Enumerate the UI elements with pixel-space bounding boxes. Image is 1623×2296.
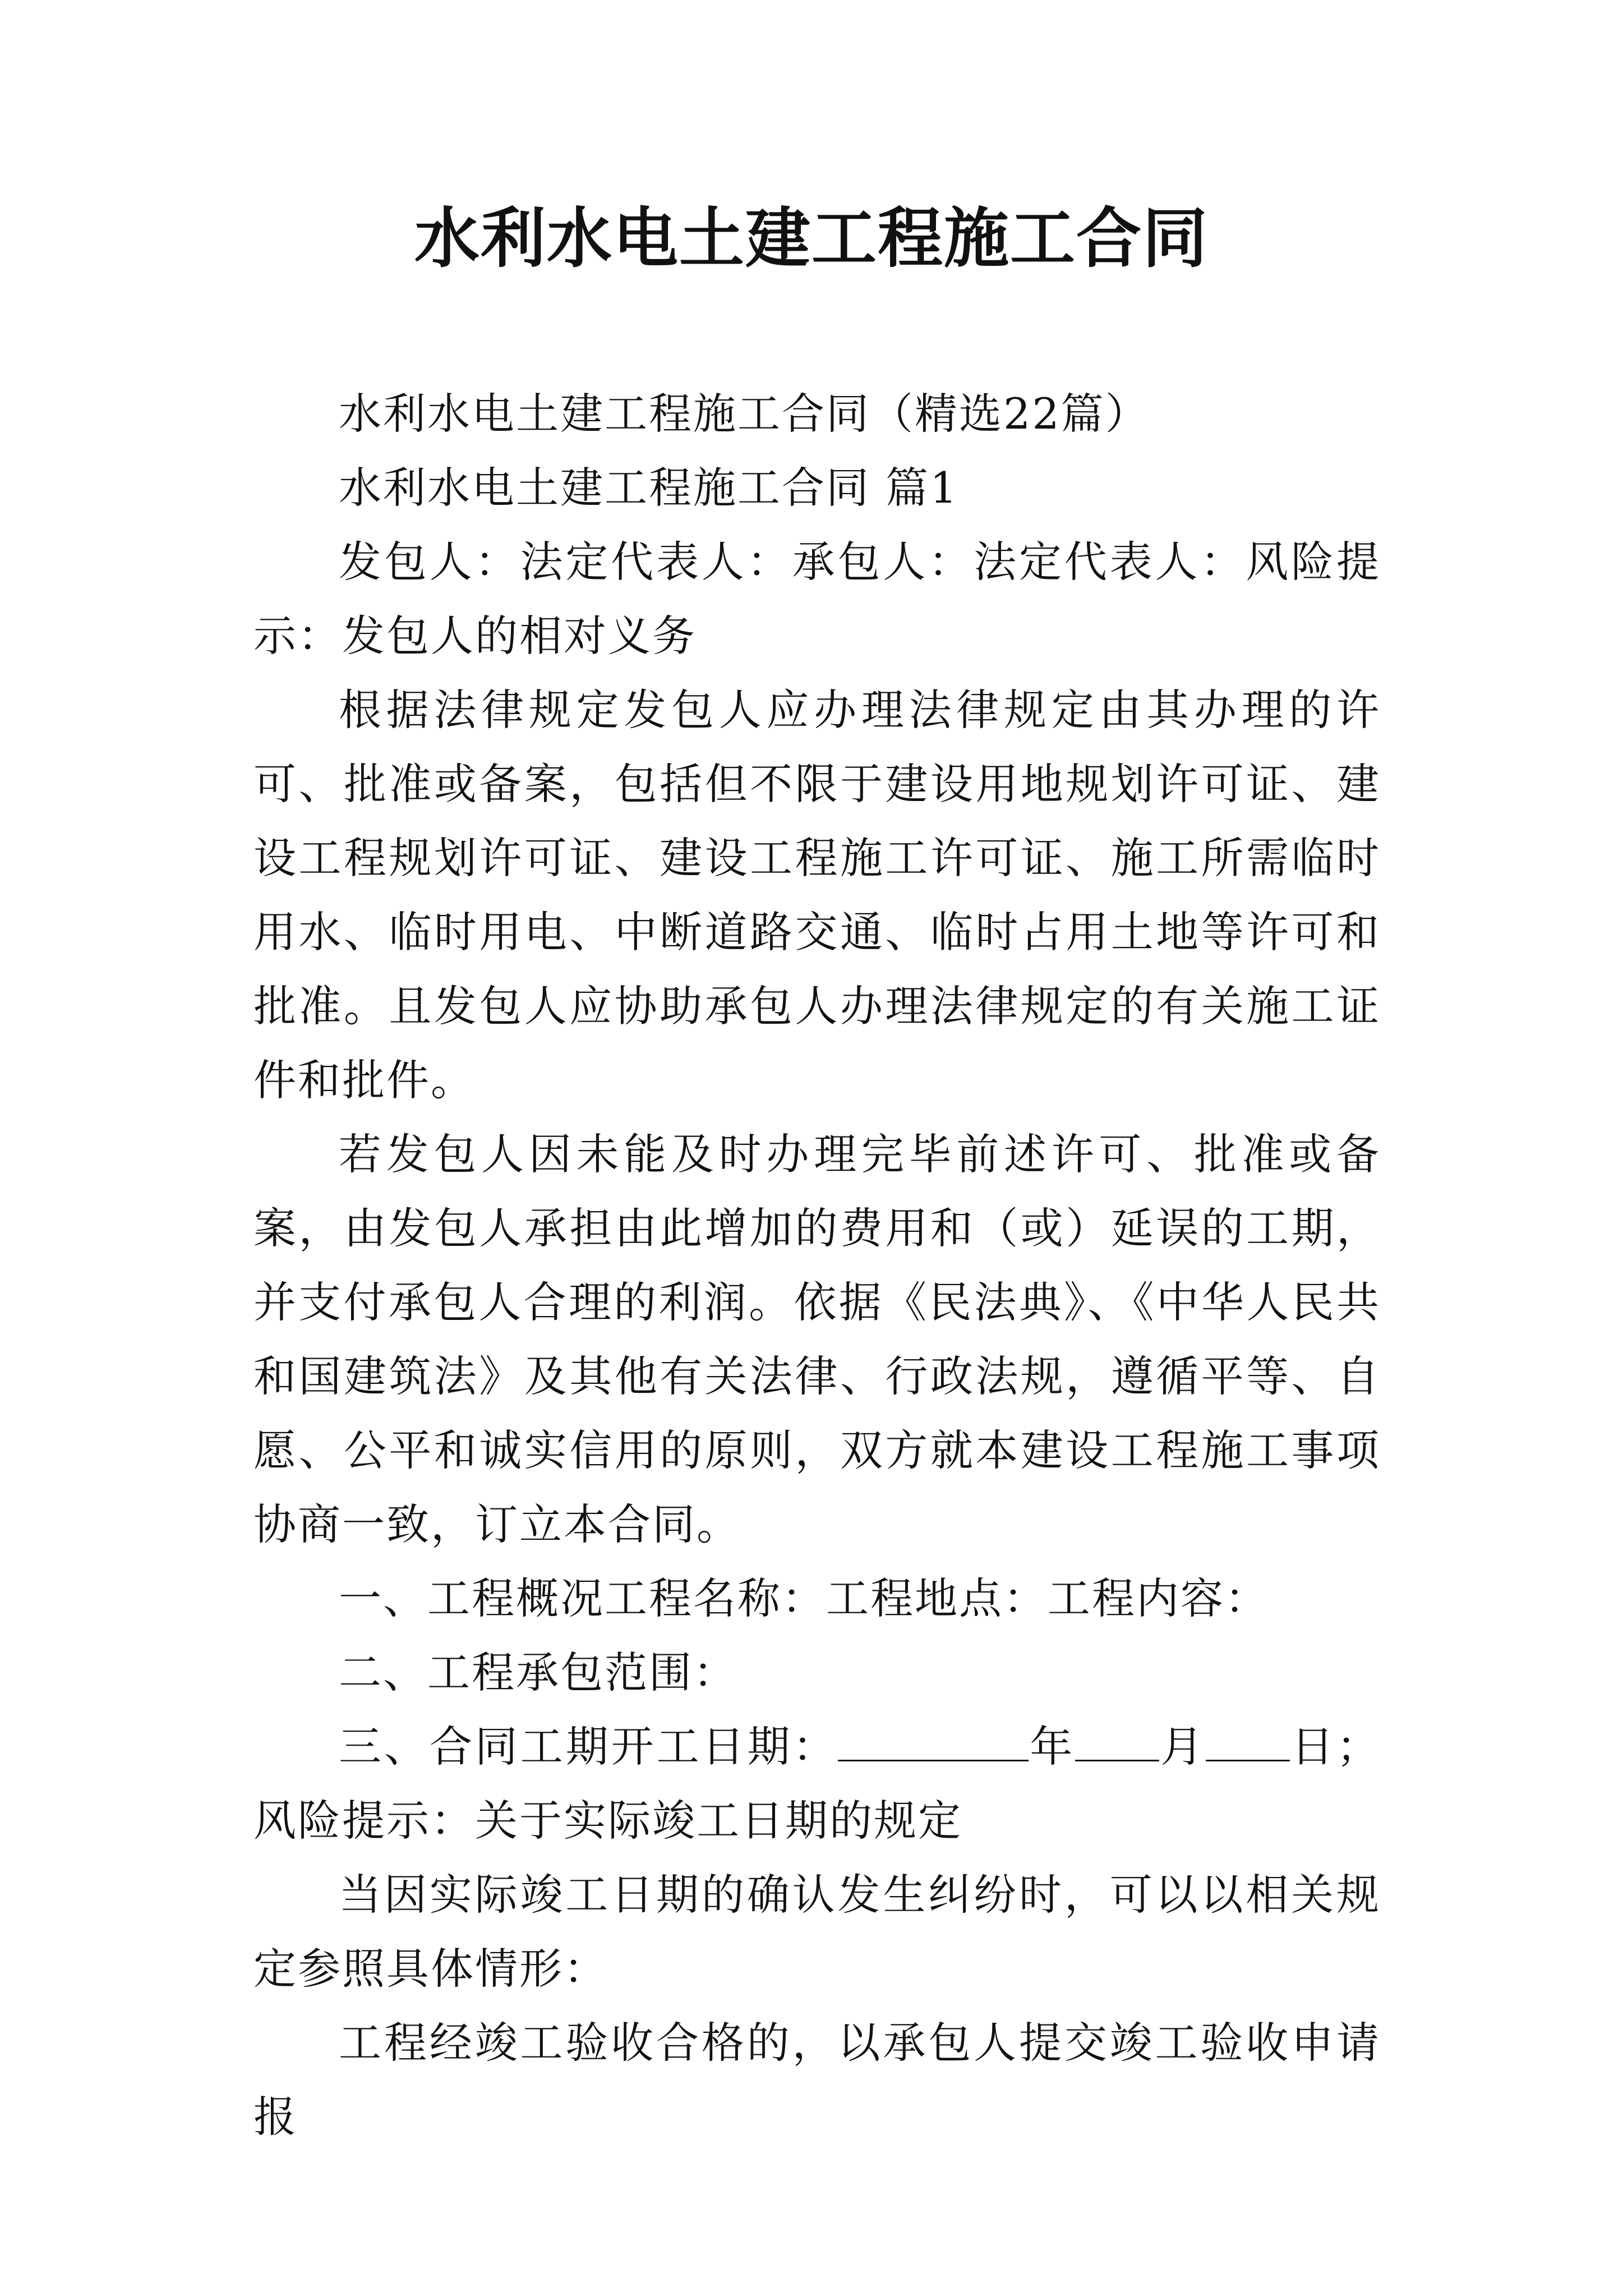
- year-blank: [838, 1720, 1029, 1761]
- section-heading: 水利水电土建工程施工合同 篇1: [339, 463, 959, 513]
- completion-date-paragraph: 当因实际竣工日期的确认发生纠纷时，可以以相关规定参照具体情形：: [253, 1870, 1381, 1994]
- day-blank: [1206, 1720, 1290, 1761]
- document-body: [253, 377, 1381, 2154]
- duration-suffix: 日；风险提示：关于实际竣工日期的规定: [253, 1722, 1381, 1846]
- subtitle-paragraph: 水利水电土建工程施工合同（精选22篇）: [339, 389, 1150, 439]
- liability-paragraph: 若发包人因未能及时办理完毕前述许可、批准或备案，由发包人承担由此增加的费用和（或）延误的工期，并支付承包人合理的利润。依据《民法典》、《中华人民共和国建筑法》及其他有关法律、行政法规，遵循平等、自愿、公平和诚实信用的原则，双方就本建设工程施工事项协商一致，订立本合同。: [253, 1129, 1381, 1549]
- month-label: 月: [1159, 1722, 1206, 1772]
- parties-paragraph: 发包人：法定代表人：承包人：法定代表人：风险提示：发包人的相对义务: [253, 537, 1381, 661]
- duration-prefix: 三、合同工期开工日期：: [339, 1722, 838, 1772]
- document-title: 水利水电土建工程施工合同: [414, 200, 1209, 277]
- acceptance-paragraph: 工程经竣工验收合格的，以承包人提交竣工验收申请报: [253, 2018, 1381, 2142]
- scope-paragraph: 二、工程承包范围：: [339, 1648, 737, 1697]
- duration-paragraph: [253, 1710, 1381, 1858]
- year-label: 年: [1029, 1722, 1076, 1772]
- month-blank: [1075, 1720, 1159, 1761]
- permits-paragraph: 根据法律规定发包人应办理法律规定由其办理的许可、批准或备案，包括但不限于建设用地规划许可证、建设工程规划许可证、建设工程施工许可证、施工所需临时用水、临时用电、中断道路交通、临时占用土地等许可和批准。且发包人应协助承包人办理法律规定的有关施工证件和批件。: [253, 685, 1381, 1105]
- project-overview-paragraph: 一、工程概况工程名称：工程地点：工程内容：: [339, 1573, 1269, 1623]
